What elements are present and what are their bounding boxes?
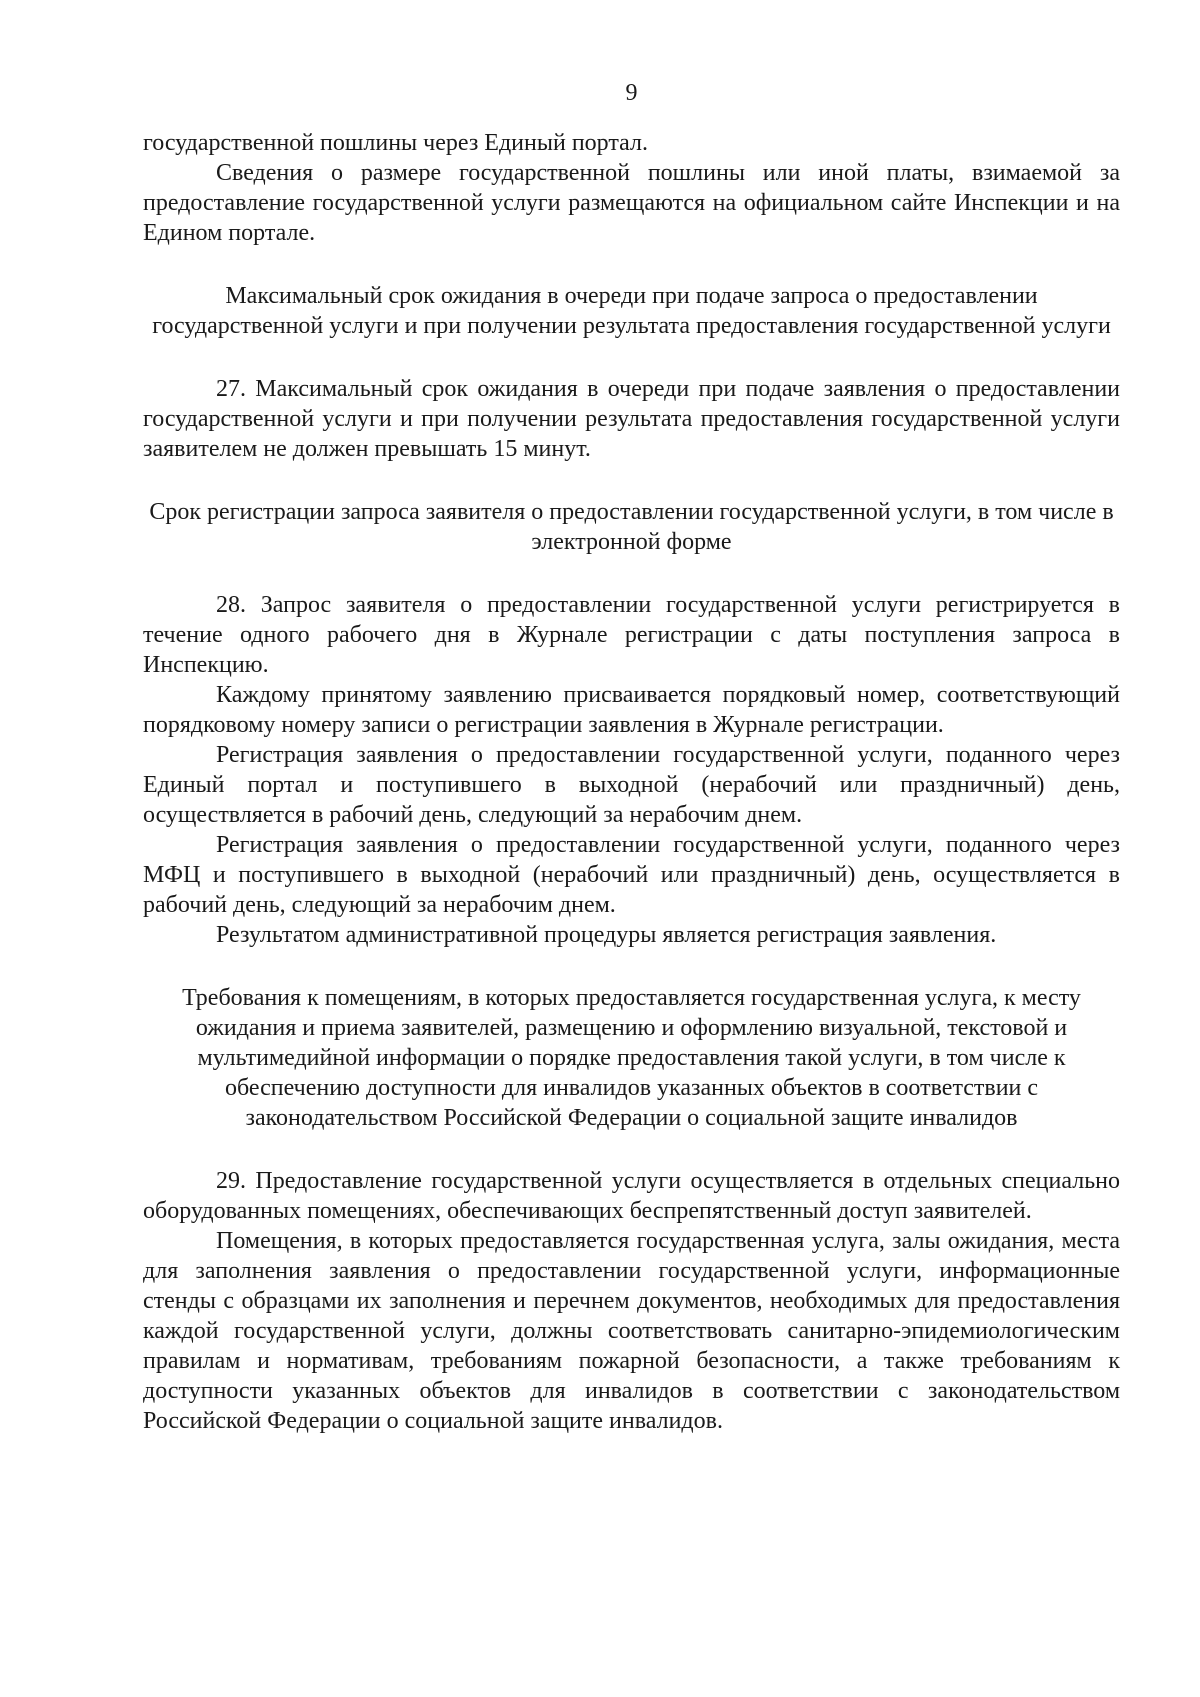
section-heading-registration: Срок регистрации запроса заявителя о предоставлении государственной услуги, в том числе в электронной форме (149, 499, 1114, 555)
paragraph-28-result: Результатом административной процедуры является регистрация заявления. (216, 922, 997, 948)
paragraph-29-premises: Помещения, в которых предоставляется государственная услуга, залы ожидания, места для заполнения заявления о предоставлении государственной услуги, информационные стенды с образцами их заполнения и перечнем документов, необходимых для предоставления каждой государственной услуги, должны соответствовать санитарно-эпидемиологическим правилам и нормативам, требованиям пожарной безопасности, а также требованиям к доступности указанных объектов для инвалидов в соответствии с законодательством Российской Федерации о социальной защите инвалидов. (143, 1228, 1120, 1434)
paragraph-28-portal: Регистрация заявления о предоставлении государственной услуги, поданного через Единый портал и поступившего в выходной (нерабочий или праздничный) день, осуществляется в рабочий день, следующий за нерабочим днем. (143, 742, 1120, 828)
paragraph-28: 28. Запрос заявителя о предоставлении государственной услуги регистрируется в течение одного рабочего дня в Журнале регистрации с даты поступления запроса в Инспекцию. (143, 592, 1120, 678)
paragraph-28-number: Каждому принятому заявлению присваивается порядковый номер, соответствующий порядковому номеру записи о регистрации заявления в Журнале регистрации. (143, 682, 1120, 738)
paragraph-fee-continuation: государственной пошлины через Единый портал. (143, 130, 648, 156)
paragraph-27: 27. Максимальный срок ожидания в очереди при подаче заявления о предоставлении государственной услуги и при получении результата предоставления государственной услуги заявителем не должен превышать 15 минут. (143, 376, 1120, 462)
paragraph-28-mfc: Регистрация заявления о предоставлении государственной услуги, поданного через МФЦ и поступившего в выходной (нерабочий или праздничный) день, осуществляется в рабочий день, следующий за нерабочим днем. (143, 832, 1120, 918)
page-number: 9 (625, 80, 638, 106)
paragraph-fee-info: Сведения о размере государственной пошлины или иной платы, взимаемой за предоставление государственной услуги размещаются на официальном сайте Инспекции и на Едином портале. (143, 160, 1120, 246)
section-heading-queue-time: Максимальный срок ожидания в очереди при подаче запроса о предоставлении государственной услуги и при получении результата предоставления государственной услуги (152, 283, 1111, 339)
paragraph-29: 29. Предоставление государственной услуги осуществляется в отдельных специально оборудованных помещениях, обеспечивающих беспрепятственный доступ заявителей. (143, 1168, 1120, 1224)
section-heading-premises: Требования к помещениям, в которых предоставляется государственная услуга, к месту ожидания и приема заявителей, размещению и оформлению визуальной, текстовой и мультимедийной информации о порядке предоставления такой услуги, в том числе к обеспечению доступности для инвалидов указанных объектов в соответствии с законодательством Российской Федерации о социальной защите инвалидов (182, 985, 1081, 1131)
